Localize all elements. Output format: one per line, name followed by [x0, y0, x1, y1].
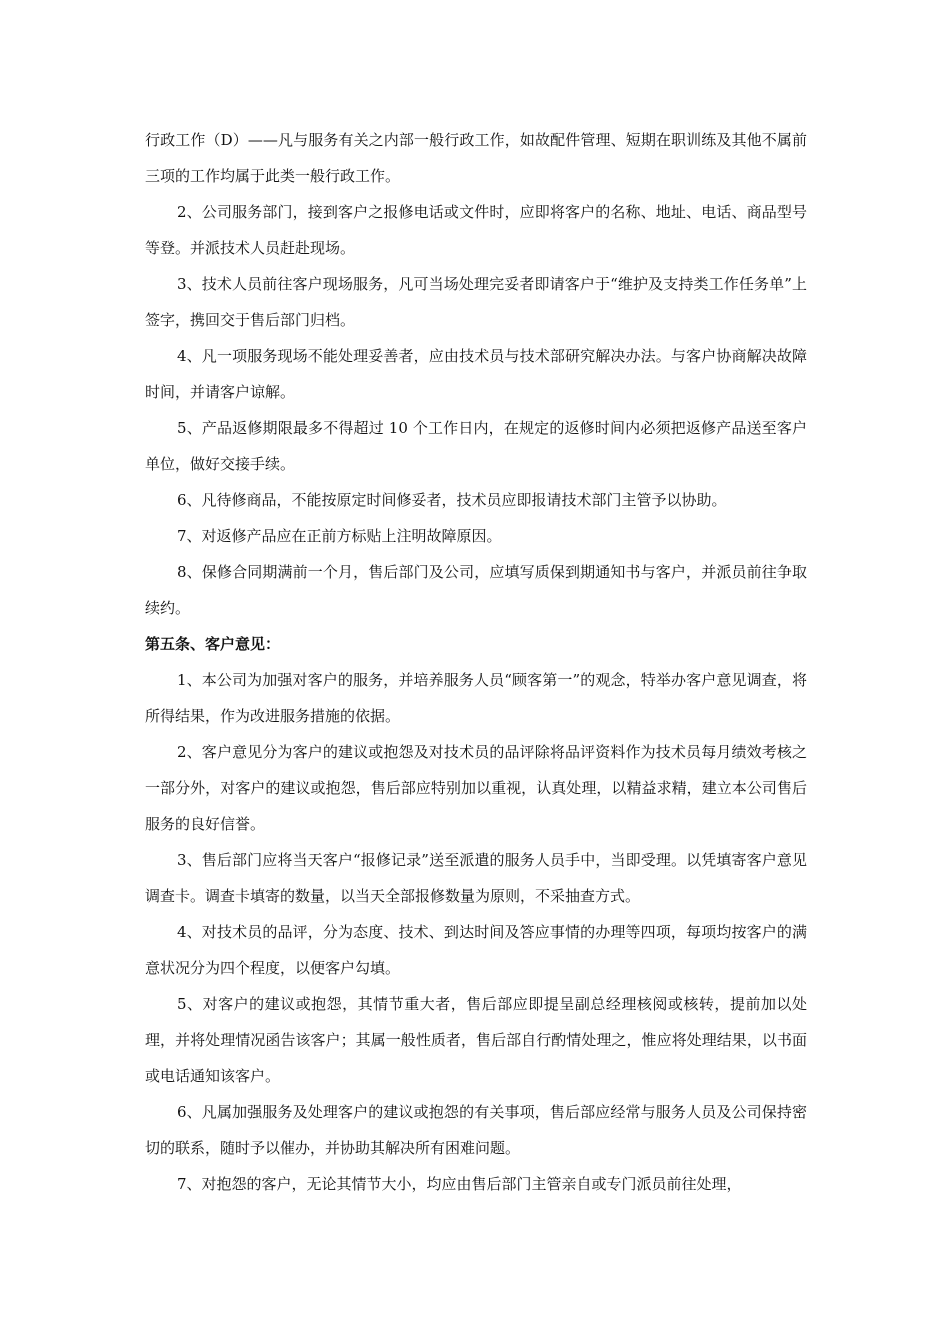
- paragraph-admin-work: 行政工作（D）——凡与服务有关之内部一般行政工作，如故配件管理、短期在职训练及其他不属前三项的工作均属于此类一般行政工作。: [145, 131, 807, 185]
- paragraph-item-5: 5、产品返修期限最多不得超过 10 个工作日内，在规定的返修时间内必须把返修产品送至客户单位，做好交接手续。: [145, 419, 807, 473]
- paragraph-item-6: 6、凡待修商品，不能按原定时间修妥者，技术员应即报请技术部门主管予以协助。: [177, 491, 727, 509]
- opinion-item-6: 6、凡属加强服务及处理客户的建议或抱怨的有关事项，售后部应经常与服务人员及公司保持密切的联系，随时予以催办，并协助其解决所有困难问题。: [145, 1103, 807, 1157]
- opinion-item-4: 4、对技术员的品评，分为态度、技术、到达时间及答应事情的办理等四项，每项均按客户的满意状况分为四个程度，以便客户勾填。: [145, 923, 807, 977]
- opinion-item-5: 5、对客户的建议或抱怨，其情节重大者，售后部应即提呈副总经理核阅或核转，提前加以处理，并将处理情况函告该客户；其属一般性质者，售后部自行酌情处理之，惟应将处理结果，以书面或电话通知该客户。: [145, 995, 807, 1085]
- opinion-item-2: 2、客户意见分为客户的建议或抱怨及对技术员的品评除将品评资料作为技术员每月绩效考核之一部分外，对客户的建议或抱怨，售后部应特别加以重视，认真处理，以精益求精，建立本公司售后服务的良好信誉。: [145, 743, 807, 833]
- paragraph-item-3: 3、技术人员前往客户现场服务，凡可当场处理完妥者即请客户于“维护及支持类工作任务单”上签字，携回交于售后部门归档。: [145, 275, 807, 329]
- paragraph-item-4: 4、凡一项服务现场不能处理妥善者，应由技术员与技术部研究解决办法。与客户协商解决故障时间，并请客户谅解。: [145, 347, 807, 401]
- paragraph-item-2: 2、公司服务部门，接到客户之报修电话或文件时，应即将客户的名称、地址、电话、商品型号等登。并派技术人员赶赴现场。: [145, 203, 807, 257]
- opinion-item-7: 7、对抱怨的客户，无论其情节大小，均应由售后部门主管亲自或专门派员前往处理，: [177, 1175, 742, 1193]
- opinion-item-1: 1、本公司为加强对客户的服务，并培养服务人员“顾客第一”的观念，特举办客户意见调查，将所得结果，作为改进服务措施的依据。: [145, 671, 807, 725]
- paragraph-item-7: 7、对返修产品应在正前方标贴上注明故障原因。: [177, 527, 502, 545]
- paragraph-item-8: 8、保修合同期满前一个月，售后部门及公司，应填写质保到期通知书与客户，并派员前往争取续约。: [145, 563, 807, 617]
- section-heading: 第五条、客户意见：: [145, 635, 281, 653]
- document-body: [145, 122, 807, 1202]
- opinion-item-3: 3、售后部门应将当天客户“报修记录”送至派遣的服务人员手中，当即受理。以凭填寄客户意见调查卡。调查卡填寄的数量，以当天全部报修数量为原则，不采抽查方式。: [145, 851, 807, 905]
